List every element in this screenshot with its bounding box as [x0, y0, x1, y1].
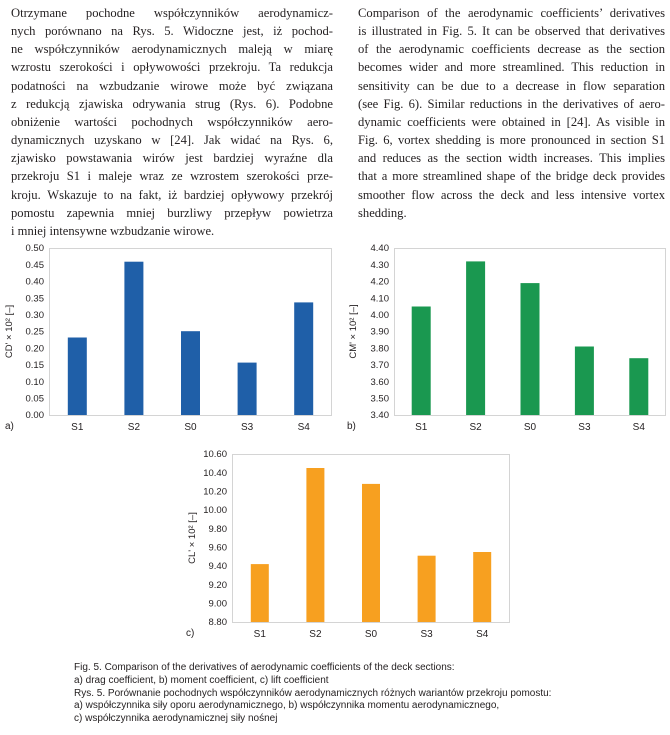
text-line: dynamicznych uzyskano w [24]. Jak widać na Rys. 6, — [11, 133, 333, 148]
y-tick-label: 4.10 — [370, 293, 389, 305]
y-tick-label: 9.40 — [208, 561, 227, 573]
x-tick-label: S0 — [184, 422, 197, 433]
x-tick-label: S2 — [469, 422, 482, 433]
caption-line: a) drag coefficient, b) moment coefficient, c) lift coefficient — [74, 674, 329, 686]
text-line: sensitivity can be due to a decrease in flow separation — [358, 78, 665, 93]
y-tick-label: 3.90 — [370, 326, 389, 338]
text-line: z redukcją zjawiska odrywania strug (Rys. 6). Podobne — [11, 96, 333, 111]
bar-s1 — [251, 564, 269, 622]
x-tick-label: S4 — [476, 629, 489, 640]
bar-s3 — [238, 363, 257, 415]
y-tick-label: 10.40 — [203, 467, 227, 479]
y-tick-label: 4.20 — [370, 276, 389, 288]
x-tick-label: S3 — [578, 422, 591, 433]
x-tick-label: S1 — [415, 422, 428, 433]
text-line: podatności na wzbudzanie wirowe może być związana — [11, 78, 333, 93]
bar-s0 — [181, 331, 200, 415]
text-line: przekroju S1 i maleje wraz ze wzrostem szerokości prze- — [11, 169, 333, 184]
y-tick-label: 4.30 — [370, 259, 389, 271]
y-axis-title: CM' × 10² [–] — [348, 304, 359, 359]
bar-s3 — [575, 347, 594, 416]
y-tick-label: 8.80 — [208, 617, 227, 629]
text-line: ne współczynników aerodynamicznych maleją w miarę — [11, 42, 333, 57]
panel-label-c: c) — [186, 628, 195, 639]
text-line: is illustrated in Fig. 5. It can be observed that derivatives — [358, 24, 665, 39]
text-line: dynamic coefficients were obtained in [24]. As visible in — [358, 114, 665, 129]
bar-s1 — [412, 307, 431, 416]
bar-s0 — [362, 484, 380, 622]
text-line: that a more streamlined shape of the bridge deck provides — [358, 169, 665, 184]
bar-s3 — [418, 556, 436, 622]
y-tick-label: 3.50 — [370, 393, 389, 405]
y-tick-label: 4.40 — [370, 243, 389, 255]
y-tick-label: 9.20 — [208, 579, 227, 591]
x-tick-label: S2 — [309, 629, 322, 640]
chart-drag-coefficient — [0, 240, 332, 438]
y-tick-label: 3.80 — [370, 343, 389, 355]
chart-lift-coefficient — [180, 446, 510, 644]
bar-s1 — [68, 338, 87, 416]
y-tick-label: 9.60 — [208, 542, 227, 554]
x-tick-label: S4 — [632, 422, 645, 433]
text-line: wzrostu szerokości i opływowości przekroju. Ta redukcja — [11, 60, 333, 75]
text-line: (see Fig. 6). Similar reductions in the derivatives of aero- — [358, 96, 665, 111]
y-axis-title: CL' × 10² [–] — [187, 512, 198, 564]
bar-s4 — [629, 358, 648, 415]
y-tick-label: 3.60 — [370, 376, 389, 388]
y-axis-title: CD' × 10² [–] — [4, 304, 15, 359]
x-tick-label: S1 — [253, 629, 266, 640]
text-line: and reduces as the section width increases. This implies — [358, 151, 665, 166]
y-tick-label: 10.60 — [203, 449, 227, 461]
y-tick-label: 0.50 — [25, 243, 44, 255]
caption-line: a) współczynnika siły oporu aerodynamicznego, b) współczynnika momentu aerodynamicznego, — [74, 700, 500, 712]
bar-s2 — [124, 262, 143, 415]
bar-s2 — [306, 468, 324, 622]
text-line: smoother flow across the deck and less intensive vortex — [358, 187, 665, 202]
chart-moment-coefficient — [342, 240, 666, 438]
x-tick-label: S0 — [523, 422, 537, 433]
y-tick-label: 0.40 — [25, 276, 44, 288]
y-tick-label: 0.45 — [25, 259, 44, 271]
x-tick-label: S1 — [71, 422, 84, 433]
bar-s2 — [466, 261, 485, 415]
x-tick-label: S4 — [297, 422, 310, 433]
text-line: Comparison of the aerodynamic coefficients’ derivatives — [358, 6, 665, 20]
y-tick-label: 10.20 — [203, 486, 227, 498]
y-tick-label: 0.20 — [25, 343, 44, 355]
paragraph-polish — [11, 4, 333, 240]
y-tick-label: 0.15 — [25, 360, 44, 372]
paragraph-english — [358, 4, 665, 222]
caption-line: c) współczynnika aerodynamicznej siły nośnej — [74, 713, 278, 725]
text-line: Fig. 6, vortex shedding is more pronounced in section S1 — [358, 133, 665, 148]
x-tick-label: S0 — [364, 629, 378, 640]
x-tick-label: S3 — [240, 422, 254, 433]
text-line: Otrzymane pochodne współczynników aerodynamicz- — [11, 6, 333, 20]
y-tick-label: 0.25 — [25, 326, 44, 338]
text-line: nych porównano na Rys. 5. Widoczne jest, iż pochod- — [11, 24, 333, 39]
y-tick-label: 0.35 — [25, 293, 44, 305]
y-tick-label: 9.80 — [208, 523, 227, 535]
figure-caption — [74, 662, 551, 726]
text-line: pomostu zapewnia mniej burzliwy przepływ powietrza — [11, 205, 333, 220]
text-line: of the aerodynamic coefficients decrease as the section — [358, 42, 665, 57]
y-tick-label: 0.00 — [25, 410, 44, 422]
text-line: becomes wider and more streamlined. This reduction in — [358, 60, 665, 75]
y-tick-label: 0.30 — [25, 310, 44, 321]
text-line: shedding. — [358, 205, 407, 220]
y-tick-label: 3.70 — [370, 360, 389, 372]
y-tick-label: 4.00 — [370, 310, 389, 321]
y-tick-label: 10.00 — [203, 505, 227, 517]
text-line: i mniej intensywne wzbudzanie wirowe. — [11, 223, 215, 238]
caption-line: Rys. 5. Porównanie pochodnych współczynników aerodynamicznych różnych wariantów przekroju pomostu: — [74, 687, 552, 699]
x-tick-label: S3 — [420, 629, 433, 640]
text-line: zjawisko powstawania wirów jest bardziej wyraźne dla — [11, 151, 333, 166]
bar-s4 — [473, 552, 491, 622]
bar-s4 — [294, 302, 313, 415]
y-tick-label: 0.10 — [25, 376, 44, 388]
y-tick-label: 0.05 — [25, 393, 44, 405]
y-tick-label: 3.40 — [370, 410, 389, 422]
panel-label-b: b) — [347, 421, 356, 432]
bar-s0 — [521, 283, 540, 415]
x-tick-label: S2 — [127, 422, 141, 433]
text-line: obniżenie wartości pochodnych współczynników aero- — [11, 114, 333, 129]
caption-line: Fig. 5. Comparison of the derivatives of aerodynamic coefficients of the deck sections: — [74, 662, 455, 673]
y-tick-label: 9.00 — [208, 598, 227, 610]
panel-label-a: a) — [5, 421, 14, 432]
text-line: kroju. Wskazuje to na fakt, iż bardziej opływowy przekrój — [11, 187, 333, 202]
